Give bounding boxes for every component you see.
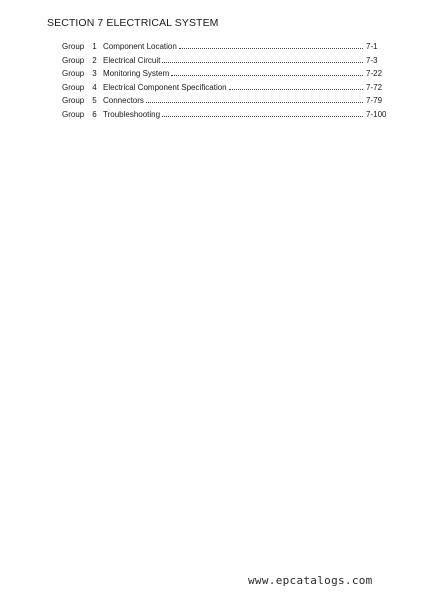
toc-dot-leader bbox=[146, 102, 363, 103]
toc-group-number: 6 bbox=[92, 109, 97, 119]
toc-dot-leader bbox=[171, 75, 363, 76]
toc-group-label: Group bbox=[62, 55, 85, 65]
toc-group-label: Group bbox=[62, 96, 85, 106]
section-title: SECTION 7 ELECTRICAL SYSTEM bbox=[47, 17, 219, 29]
toc-group-number: 5 bbox=[92, 96, 97, 106]
toc-dot-leader bbox=[162, 116, 363, 117]
toc-row[interactable] bbox=[62, 96, 392, 110]
toc-title: Electrical Component Specification bbox=[103, 82, 227, 92]
toc-title: Troubleshooting bbox=[103, 109, 161, 119]
toc-group-number: 2 bbox=[92, 55, 97, 65]
toc-group-label: Group bbox=[62, 82, 85, 92]
toc-page-number: 7-79 bbox=[366, 96, 383, 106]
toc-page-number: 7-22 bbox=[366, 69, 383, 79]
toc-group-label: Group bbox=[62, 69, 85, 79]
toc-title: Connectors bbox=[103, 96, 144, 106]
toc-group-number: 3 bbox=[92, 69, 97, 79]
toc-title: Electrical Circuit bbox=[103, 55, 161, 65]
toc-title: Component Location bbox=[103, 42, 177, 51]
toc-page-number: 7-1 bbox=[366, 42, 378, 51]
toc-page-number: 7-72 bbox=[366, 82, 383, 92]
toc-title: Monitoring System bbox=[103, 69, 170, 79]
table-of-contents bbox=[62, 42, 392, 124]
toc-group-number: 1 bbox=[92, 42, 97, 51]
toc-dot-leader bbox=[179, 48, 363, 49]
toc-row[interactable] bbox=[62, 110, 392, 124]
toc-group-label: Group bbox=[62, 109, 85, 119]
toc-group-label: Group bbox=[62, 42, 85, 51]
toc-page-number: 7-100 bbox=[366, 109, 387, 119]
toc-dot-leader bbox=[162, 62, 363, 63]
toc-group-number: 4 bbox=[92, 82, 97, 92]
toc-row[interactable] bbox=[62, 56, 392, 70]
toc-row[interactable] bbox=[62, 69, 392, 83]
toc-page-number: 7-3 bbox=[366, 55, 378, 65]
toc-row[interactable] bbox=[62, 83, 392, 97]
toc-row[interactable] bbox=[62, 42, 392, 56]
watermark-text: www.epcatalogs.com bbox=[248, 574, 373, 587]
toc-dot-leader bbox=[229, 89, 363, 90]
